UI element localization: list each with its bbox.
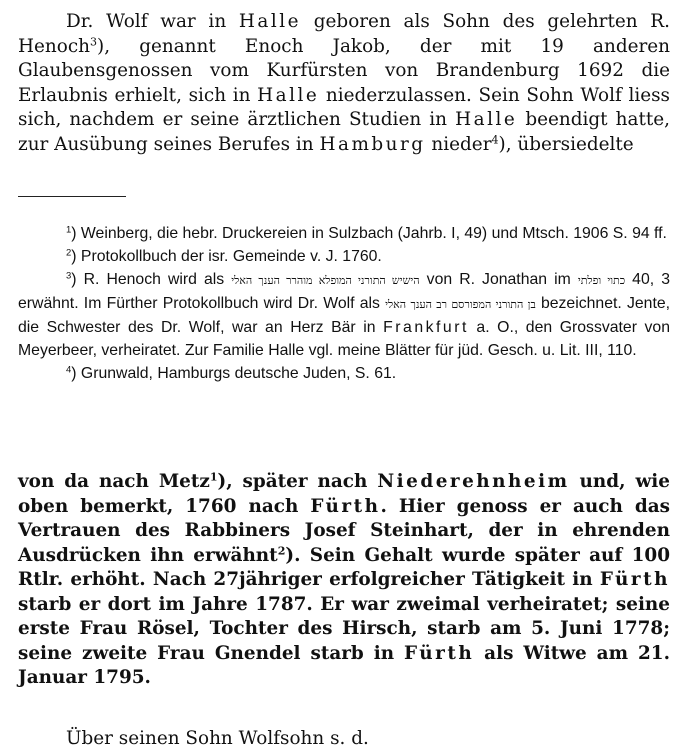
footnote-ref: 1	[209, 470, 218, 484]
footnote-text: ) Weinberg, die hebr. Druckereien in Sulzbach (Jahrb. I, 49) und Mtsch. 1906 S. 94 ff.	[71, 225, 667, 242]
footnote-1	[18, 222, 670, 245]
spaced-place-name: Hamburg	[319, 133, 426, 155]
hebrew-quote: הישיש התורני המופלא מוהרר הענך האלי	[231, 274, 420, 287]
spaced-place-name: Halle	[238, 11, 302, 32]
footnote-ref: 2	[277, 543, 286, 557]
text-run: von da nach Metz	[18, 471, 210, 492]
text-run: geboren als Sohn des gelehrten R. Henoch	[18, 11, 670, 57]
hebrew-quote: כתוי ופלתי	[577, 274, 626, 287]
paragraph-continuation	[18, 470, 670, 691]
paragraph-1	[18, 10, 670, 157]
text-run: . Hier genoss er auch das Vertrauen des Rabbiners Josef Steinhart, der in ehrenden Ausdrücken ihn erwähnt	[18, 495, 670, 566]
footnote-marker: 3	[66, 270, 72, 282]
spaced-place-name: Frankfurt	[383, 319, 469, 336]
spaced-place-name: Fürth	[404, 642, 475, 664]
footnote-text: bezeichnet. Jente, die Schwester des Dr. Wolf, war an Herz Bär in	[18, 295, 671, 336]
closing-line: Über seinen Sohn Wolfsohn s. d.	[66, 728, 369, 749]
footnote-ref: 4	[491, 132, 499, 146]
footnote-text: a. O., den Grossvater von Meyerbeer, verheiratet. Zur Familie Halle vgl. meine Blätter für jüd. Gesch. u. Lit. III, 110.	[18, 319, 671, 359]
text-run: niederzulassen. Sein Sohn Wolf liess sich, nachdem er seine ärztlichen Studien in	[18, 84, 670, 130]
text-run: und, wie oben bemerkt, 1760 nach	[18, 471, 670, 517]
text-run: nieder	[425, 133, 492, 155]
text-run: ), später nach	[217, 471, 378, 492]
footnote-text: 40, 3 erwähnt. Im Fürther Protokollbuch wird Dr. Wolf als	[18, 271, 670, 312]
cut-off-line	[66, 748, 626, 756]
footnote-marker: 4	[66, 364, 72, 376]
spaced-place-name: Halle	[455, 109, 518, 130]
footnote-marker: 2	[66, 247, 72, 259]
footnotes	[18, 222, 670, 385]
text-run: Dr. Wolf war in	[66, 11, 239, 32]
text-run: ), genannt Enoch Jakob, der mit 19 anderen Glaubensgenossen vom Kurfürsten von Brandenburg 1692 die Erlaubnis erhielt, sich in	[18, 35, 670, 106]
footnote-marker: 1	[66, 224, 72, 236]
footnote-ref: 3	[89, 34, 98, 48]
paragraph-dr-wolf	[18, 10, 670, 157]
spaced-place-name: Fürth	[310, 495, 381, 517]
spaced-place-name: Halle	[257, 84, 320, 106]
footnote-text: ) Protokollbuch der isr. Gemeinde v. J. 1760.	[71, 248, 382, 265]
hebrew-quote: בן התורני המפורסם רב הענך האלי	[385, 298, 536, 311]
footnote-4	[18, 362, 670, 385]
footnote-text: ) R. Henoch wird als	[71, 271, 232, 288]
footnote-3	[18, 268, 670, 362]
footnote-text: ) Grunwald, Hamburgs deutsche Juden, S. 61.	[71, 365, 397, 382]
footnote-separator	[18, 196, 126, 197]
footnote-2	[18, 245, 670, 268]
text-run: starb er dort im Jahre 1787. Er war zweimal verheiratet; seine erste Frau Rösel, Tochter des Hirsch, starb am 5. Juni 1778; seine zweite Frau Gnendel starb in	[18, 593, 670, 664]
footnote-text: von R. Jonathan im	[419, 271, 578, 288]
paragraph-2	[18, 470, 670, 691]
text-run: ), übersiedelte	[498, 133, 634, 155]
text-run: beendigt hatte, zur Ausübung seines Berufes in	[18, 109, 670, 155]
spaced-place-name: Niederehnheim	[377, 471, 570, 492]
text-run: ). Sein Gehalt wurde später auf 100 Rtlr. erhöht. Nach 27jähriger erfolgreicher Tätigkeit in	[18, 544, 670, 590]
spaced-place-name: Fürth	[599, 569, 670, 590]
text-run: als Witwe am 21. Januar 1795.	[18, 642, 670, 688]
